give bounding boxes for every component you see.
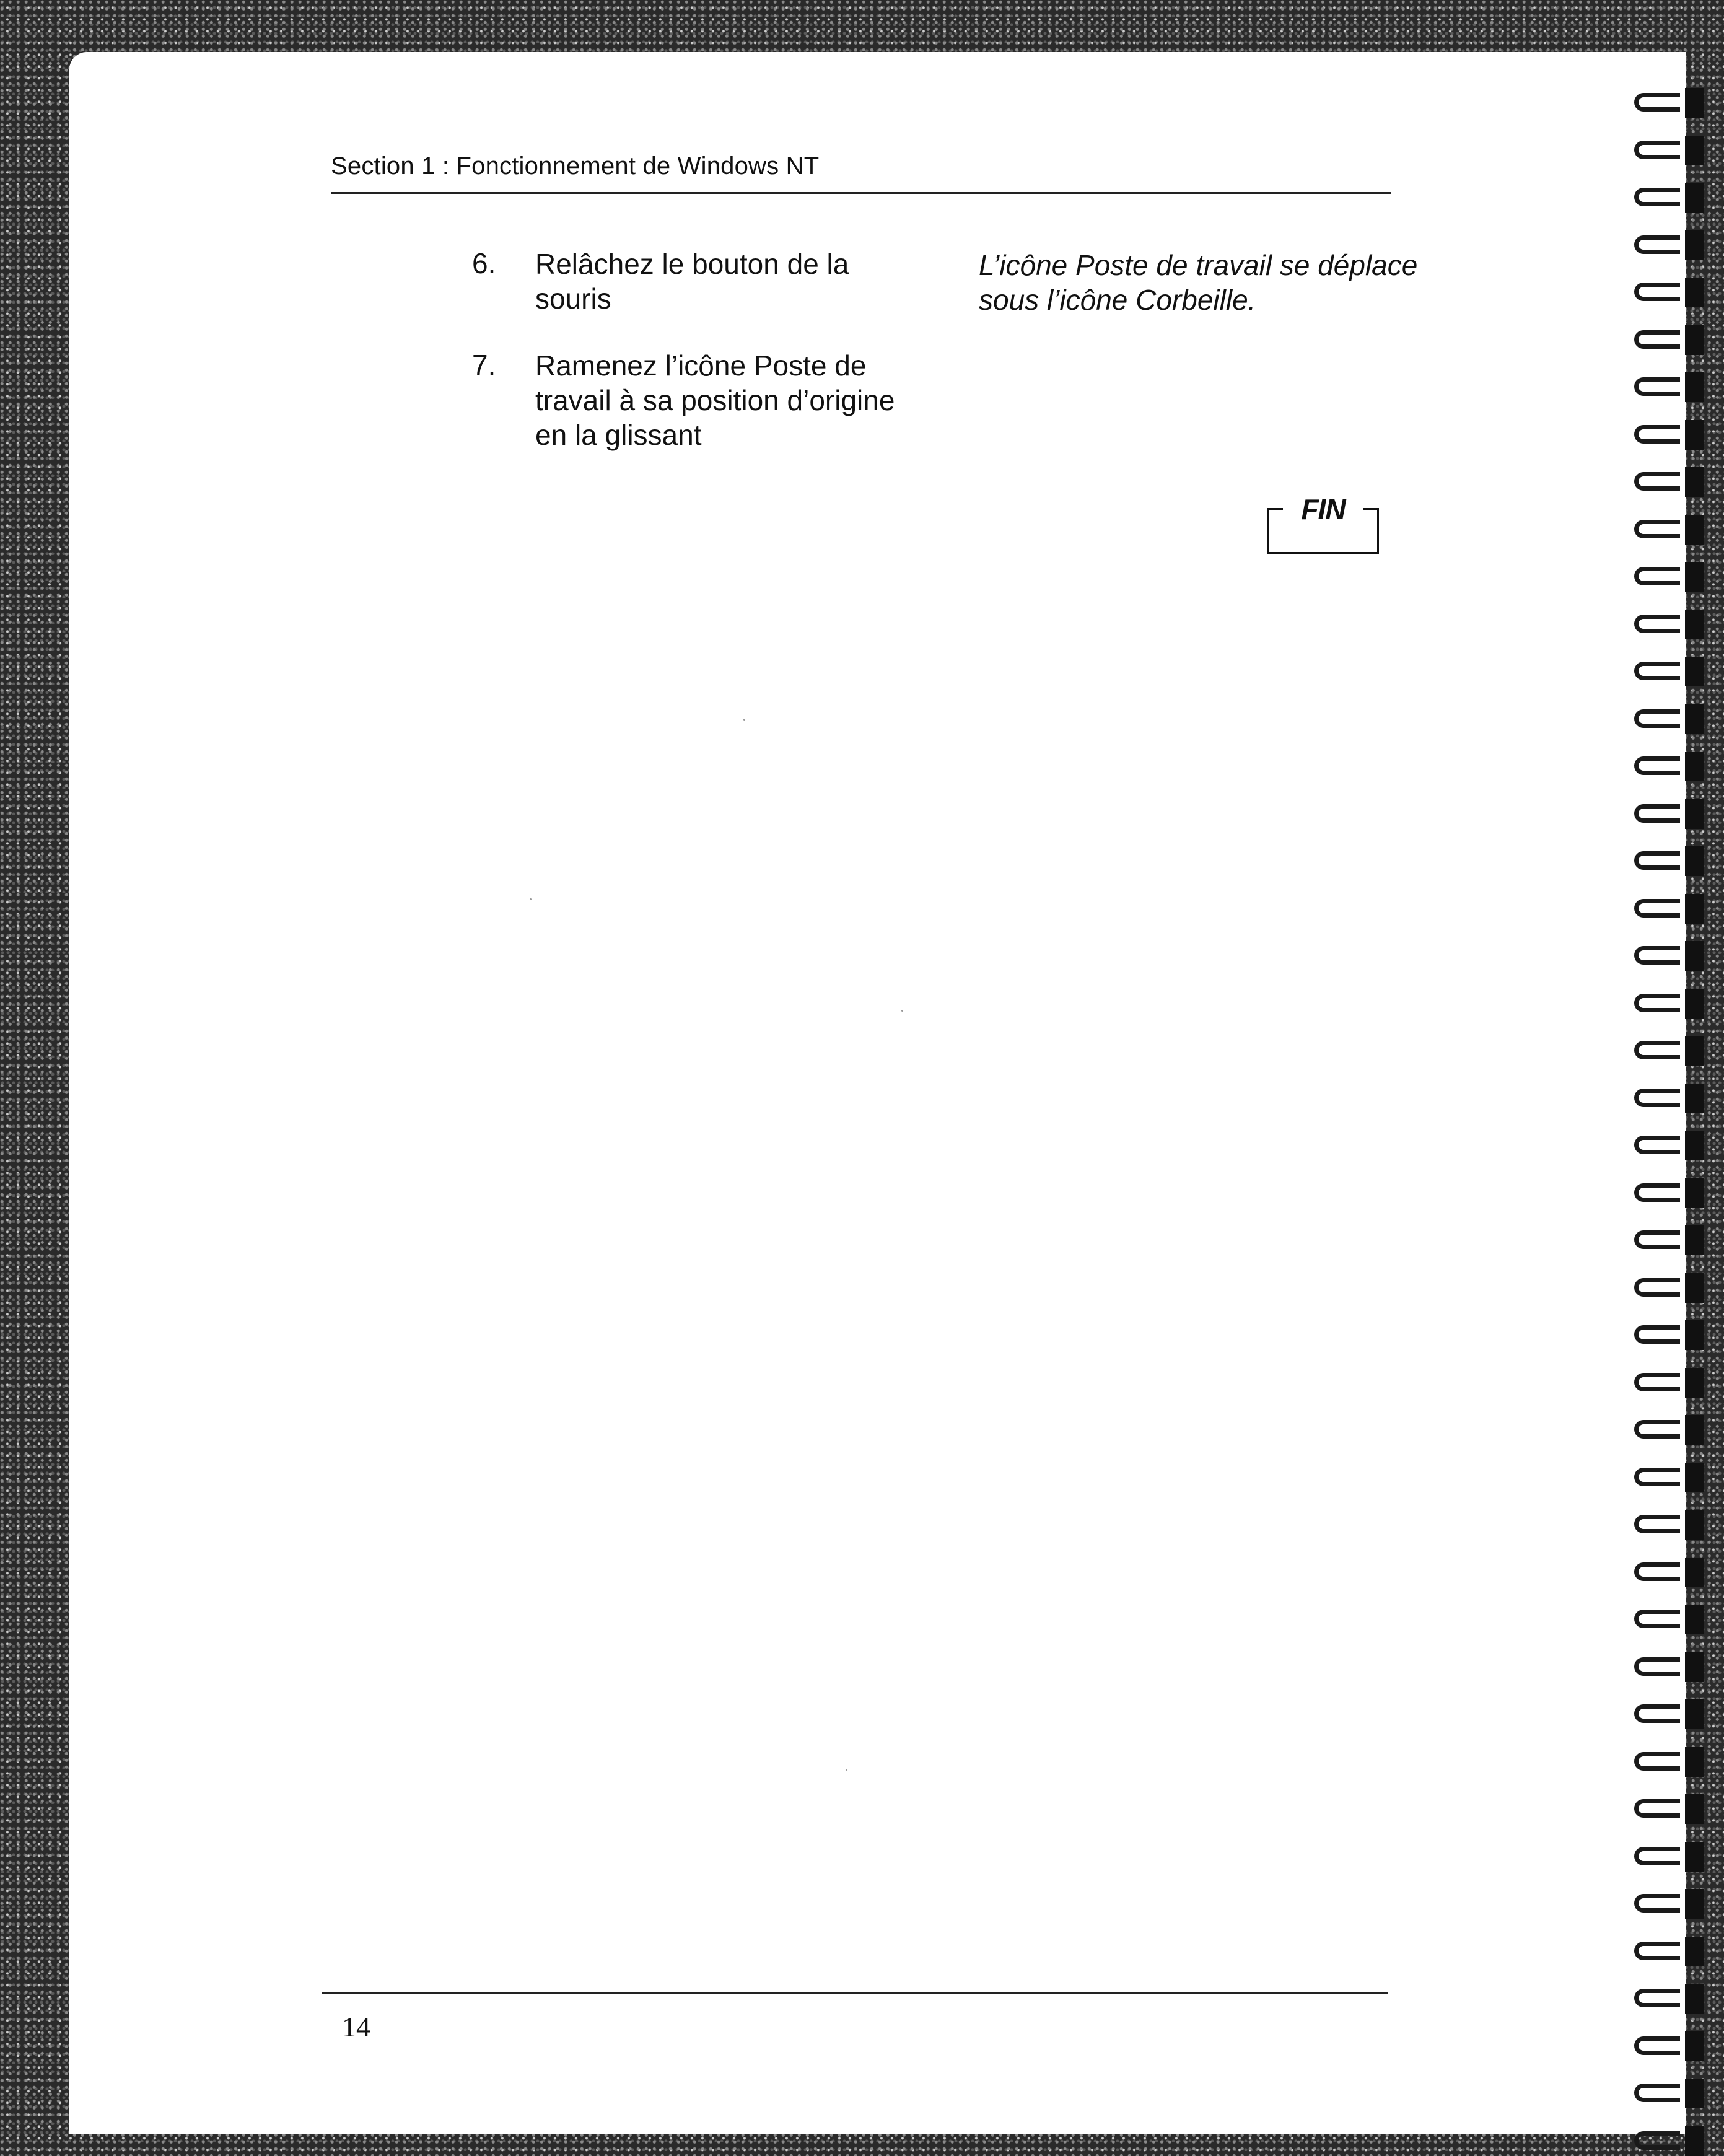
- binding-coil: [1634, 1420, 1680, 1439]
- binding-hole: [1685, 372, 1704, 402]
- binding-coil: [1634, 520, 1680, 538]
- binding-hole: [1685, 1558, 1704, 1587]
- binding-coil: [1634, 1041, 1680, 1059]
- binding-coil: [1634, 1562, 1680, 1581]
- binding-hole: [1685, 1937, 1704, 1966]
- binding-coil: [1634, 1136, 1680, 1154]
- binding-coil: [1634, 1515, 1680, 1533]
- binding-hole: [1685, 1889, 1704, 1919]
- binding-hole: [1685, 1273, 1704, 1303]
- binding-hole: [1685, 941, 1704, 971]
- scan-speck: [743, 719, 745, 721]
- binding-hole: [1685, 704, 1704, 734]
- binding-coil: [1634, 615, 1680, 633]
- step-instruction: Ramenez l’icône Poste de travail à sa position d’origine en la glissant: [535, 349, 895, 451]
- binding-coil: [1634, 330, 1680, 349]
- header-rule: [331, 192, 1391, 194]
- binding-coil: [1634, 235, 1680, 254]
- binding-coil: [1634, 662, 1680, 680]
- binding-coil: [1634, 804, 1680, 823]
- binding-coil: [1634, 709, 1680, 728]
- binding-hole: [1685, 2126, 1704, 2156]
- binding-coil: [1634, 851, 1680, 870]
- binding-coil: [1634, 946, 1680, 965]
- scan-speck: [530, 898, 532, 900]
- binding-hole: [1685, 562, 1704, 592]
- step-result: L’icône Poste de travail se déplace sous l’icône Corbeille.: [979, 249, 1418, 316]
- binding-coil: [1634, 188, 1680, 206]
- binding-hole: [1685, 1225, 1704, 1255]
- binding-hole: [1685, 1463, 1704, 1492]
- binding-coil: [1634, 1610, 1680, 1628]
- binding-hole: [1685, 1605, 1704, 1634]
- binding-hole: [1685, 515, 1704, 545]
- binding-coil: [1634, 2036, 1680, 2055]
- binding-hole: [1685, 467, 1704, 497]
- binding-hole: [1685, 278, 1704, 307]
- binding-coil: [1634, 899, 1680, 918]
- footer-rule: [322, 1992, 1388, 1994]
- binding-coil: [1634, 472, 1680, 491]
- binding-hole: [1685, 1842, 1704, 1872]
- binding-coil: [1634, 1089, 1680, 1107]
- binding-coil: [1634, 1278, 1680, 1297]
- binding-hole: [1685, 989, 1704, 1019]
- binding-coil: [1634, 425, 1680, 444]
- spiral-binding: [1623, 74, 1724, 2144]
- binding-hole: [1685, 1131, 1704, 1160]
- binding-coil: [1634, 1847, 1680, 1865]
- binding-hole: [1685, 1652, 1704, 1682]
- binding-coil: [1634, 377, 1680, 396]
- binding-hole: [1685, 1794, 1704, 1824]
- binding-coil: [1634, 1657, 1680, 1676]
- binding-hole: [1685, 1510, 1704, 1540]
- binding-coil: [1634, 1468, 1680, 1486]
- binding-coil: [1634, 141, 1680, 159]
- binding-hole: [1685, 610, 1704, 639]
- binding-coil: [1634, 1752, 1680, 1771]
- binding-hole: [1685, 894, 1704, 924]
- binding-hole: [1685, 183, 1704, 213]
- binding-coil: [1634, 1373, 1680, 1391]
- binding-hole: [1685, 846, 1704, 876]
- binding-coil: [1634, 2084, 1680, 2102]
- step-number: 7.: [472, 349, 496, 381]
- binding-hole: [1685, 752, 1704, 781]
- binding-hole: [1685, 1699, 1704, 1729]
- binding-hole: [1685, 420, 1704, 450]
- binding-hole: [1685, 88, 1704, 118]
- binding-hole: [1685, 799, 1704, 829]
- binding-hole: [1685, 1084, 1704, 1113]
- binding-hole: [1685, 1320, 1704, 1350]
- end-marker-label: FIN: [1301, 493, 1346, 525]
- binding-coil: [1634, 93, 1680, 112]
- binding-coil: [1634, 1894, 1680, 1913]
- binding-coil: [1634, 1230, 1680, 1249]
- binding-hole: [1685, 230, 1704, 260]
- binding-hole: [1685, 2079, 1704, 2108]
- binding-coil: [1634, 1183, 1680, 1202]
- binding-hole: [1685, 136, 1704, 165]
- binding-coil: [1634, 756, 1680, 775]
- binding-hole: [1685, 1984, 1704, 2014]
- scan-speck: [846, 1769, 847, 1771]
- binding-coil: [1634, 1704, 1680, 1723]
- scan-speck: [901, 1010, 903, 1012]
- binding-hole: [1685, 1747, 1704, 1777]
- binding-hole: [1685, 325, 1704, 355]
- binding-hole: [1685, 657, 1704, 686]
- step-instruction: Relâchez le bouton de la souris: [535, 248, 849, 315]
- binding-coil: [1634, 1989, 1680, 2007]
- binding-hole: [1685, 1178, 1704, 1208]
- binding-hole: [1685, 1415, 1704, 1445]
- binding-coil: [1634, 2131, 1680, 2150]
- binding-hole: [1685, 1036, 1704, 1066]
- binding-hole: [1685, 1368, 1704, 1398]
- binding-coil: [1634, 1325, 1680, 1344]
- binding-coil: [1634, 283, 1680, 301]
- binding-coil: [1634, 994, 1680, 1012]
- binding-hole: [1685, 2031, 1704, 2061]
- page-number: 14: [342, 2011, 370, 2043]
- binding-coil: [1634, 1942, 1680, 1960]
- binding-coil: [1634, 1799, 1680, 1818]
- section-header: Section 1 : Fonctionnement de Windows NT: [331, 152, 820, 180]
- binding-coil: [1634, 567, 1680, 585]
- step-number: 6.: [472, 247, 496, 279]
